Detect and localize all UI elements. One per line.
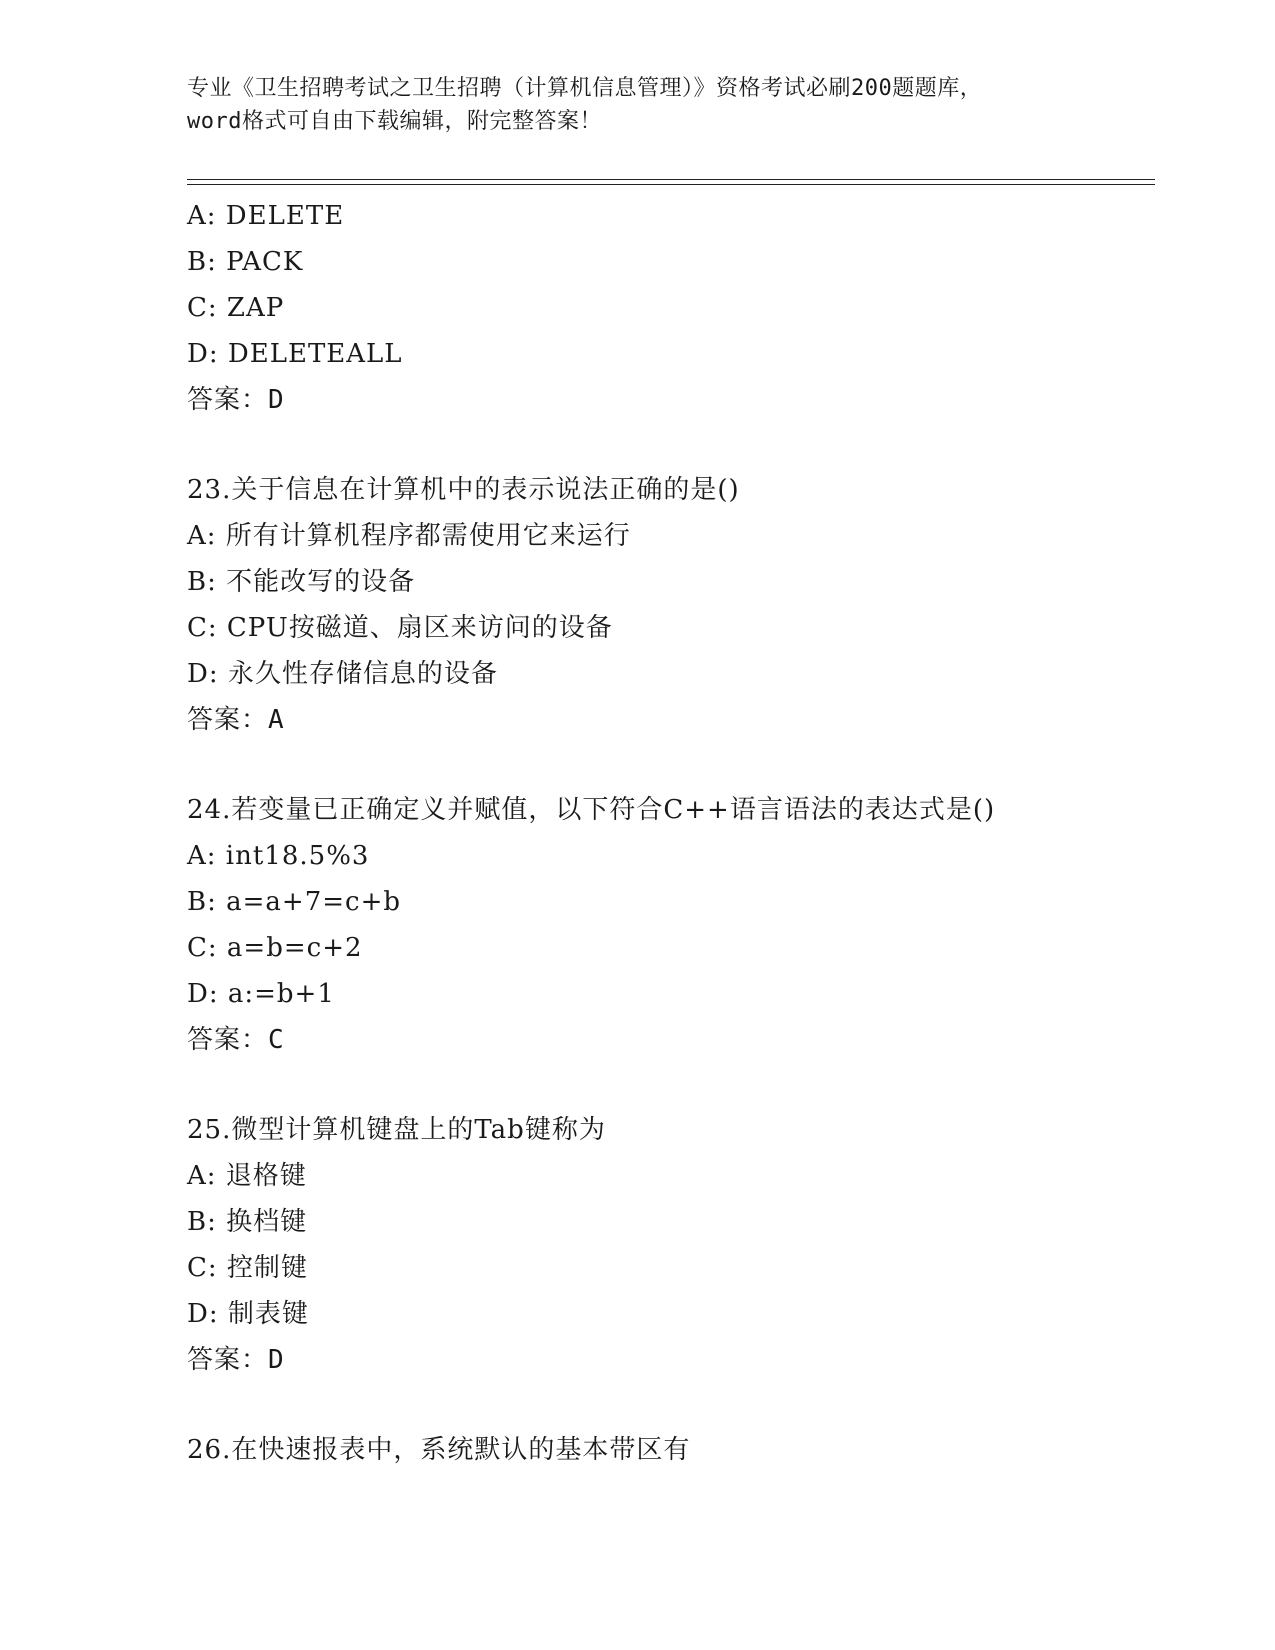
option-a: A: DELETE: [187, 201, 345, 231]
header-line-2: word格式可自由下载编辑，附完整答案！: [187, 109, 602, 134]
question-block-25: [187, 1107, 1155, 1383]
header-divider-bottom: [187, 184, 1155, 185]
option-a: A: 所有计算机程序都需使用它来运行: [187, 521, 631, 551]
option-a: A: 退格键: [187, 1161, 307, 1191]
option-c: C: 控制键: [187, 1253, 308, 1283]
question-list: [187, 193, 1155, 1473]
question-block-26: [187, 1427, 1155, 1473]
question-stem: 25.微型计算机键盘上的Tab键称为: [187, 1115, 606, 1145]
option-b: B: 换档键: [187, 1207, 308, 1237]
question-block-24: [187, 787, 1155, 1063]
option-c: C: CPU按磁道、扇区来访问的设备: [187, 613, 613, 643]
option-d: D: DELETEALL: [187, 339, 403, 369]
option-b: B: a=a+7=c+b: [187, 887, 402, 917]
header-line-1: 专业《卫生招聘考试之卫生招聘（计算机信息管理）》资格考试必刷200题题库，: [187, 76, 983, 101]
option-c: C: ZAP: [187, 293, 285, 323]
question-stem: 26.在快速报表中，系统默认的基本带区有: [187, 1435, 691, 1465]
option-d: D: 制表键: [187, 1299, 309, 1329]
answer-label: 答案：D: [187, 1345, 285, 1375]
option-d: D: a:=b+1: [187, 979, 335, 1009]
document-header: [187, 72, 1087, 138]
question-block-23: [187, 467, 1155, 743]
answer-label: 答案：A: [187, 705, 285, 735]
question-stem: 24.若变量已正确定义并赋值，以下符合C++语言语法的表达式是(): [187, 795, 996, 825]
option-b: B: 不能改写的设备: [187, 567, 416, 597]
option-d: D: 永久性存储信息的设备: [187, 659, 498, 689]
header-divider-top: [187, 179, 1155, 180]
answer-label: 答案：C: [187, 1025, 285, 1055]
question-stem: 23.关于信息在计算机中的表示说法正确的是(): [187, 475, 740, 505]
option-a: A: int18.5%3: [187, 841, 370, 871]
question-block-22: [187, 193, 1155, 423]
answer-label: 答案：D: [187, 385, 285, 415]
option-c: C: a=b=c+2: [187, 933, 363, 963]
option-b: B: PACK: [187, 247, 304, 277]
